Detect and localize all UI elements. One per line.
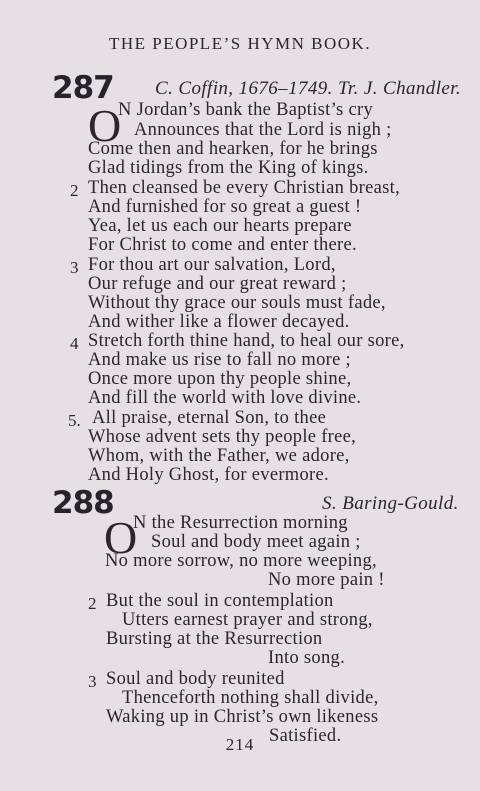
page-number: 214 — [225, 735, 255, 754]
verse-line: For Christ to come and enter there. — [88, 235, 357, 255]
verse-line: And fill the world with love divine. — [88, 388, 362, 408]
hymn-number: 287 — [52, 70, 114, 106]
verse-line: Yea, let us each our hearts prepare — [88, 216, 352, 236]
verse-line: Stretch forth thine hand, to heal our sore, — [88, 331, 405, 351]
verse-line: Into song. — [268, 648, 345, 668]
hymn-number: 288 — [52, 485, 114, 521]
verse-line: And make us rise to fall no more ; — [88, 350, 351, 370]
verse-line: Our refuge and our great reward ; — [88, 274, 347, 294]
verse-line: But the soul in contemplation — [106, 591, 334, 611]
verse-line: N Jordan’s bank the Baptist’s cry — [118, 100, 373, 120]
verse-number: 2 — [88, 594, 97, 613]
verse-line: Soul and body reunited — [106, 669, 285, 689]
drop-cap: O — [88, 100, 122, 151]
verse-line: Without thy grace our souls must fade, — [88, 293, 386, 313]
verse-line: Come then and hearken, for he brings — [88, 139, 378, 159]
verse-line: All praise, eternal Son, to thee — [92, 408, 327, 428]
verse-line: Utters earnest prayer and strong, — [122, 610, 373, 630]
verse-line: Then cleansed be every Christian breast, — [88, 178, 400, 198]
verse-number: 5. — [68, 411, 81, 430]
verse-line: And Holy Ghost, for evermore. — [88, 465, 329, 485]
verse-line: Satisfied. — [269, 726, 342, 746]
verse-line: No more pain ! — [268, 570, 385, 590]
verse-line: And wither like a flower decayed. — [88, 312, 350, 332]
verse-line: For thou art our salvation, Lord, — [88, 255, 336, 275]
verse-number: 3 — [88, 672, 97, 691]
verse-line: Whose advent sets thy people free, — [88, 427, 357, 447]
verse-line: Glad tidings from the King of kings. — [88, 158, 369, 178]
verse-number: 4 — [70, 334, 79, 353]
verse-line: Whom, with the Father, we adore, — [88, 446, 350, 466]
hymn-attribution: S. Baring-Gould. — [322, 493, 459, 514]
verse-line: Waking up in Christ’s own likeness — [106, 707, 379, 727]
verse-line: Announces that the Lord is nigh ; — [134, 120, 392, 140]
verse-number: 2 — [70, 181, 79, 200]
verse-line: And furnished for so great a guest ! — [88, 197, 362, 217]
verse-line: N the Resurrection morning — [133, 513, 348, 533]
verse-line: Bursting at the Resurrection — [106, 629, 323, 649]
running-head: THE PEOPLE’S HYMN BOOK. — [108, 34, 372, 53]
verse-line: No more sorrow, no more weeping, — [105, 551, 377, 571]
drop-cap: O — [104, 512, 138, 563]
verse-line: Soul and body meet again ; — [151, 532, 361, 552]
hymn-attribution: C. Coffin, 1676–1749. Tr. J. Chandler. — [155, 78, 462, 99]
verse-number: 3 — [70, 258, 79, 277]
verse-line: Once more upon thy people shine, — [88, 369, 352, 389]
verse-line: Thenceforth nothing shall divide, — [122, 688, 379, 708]
